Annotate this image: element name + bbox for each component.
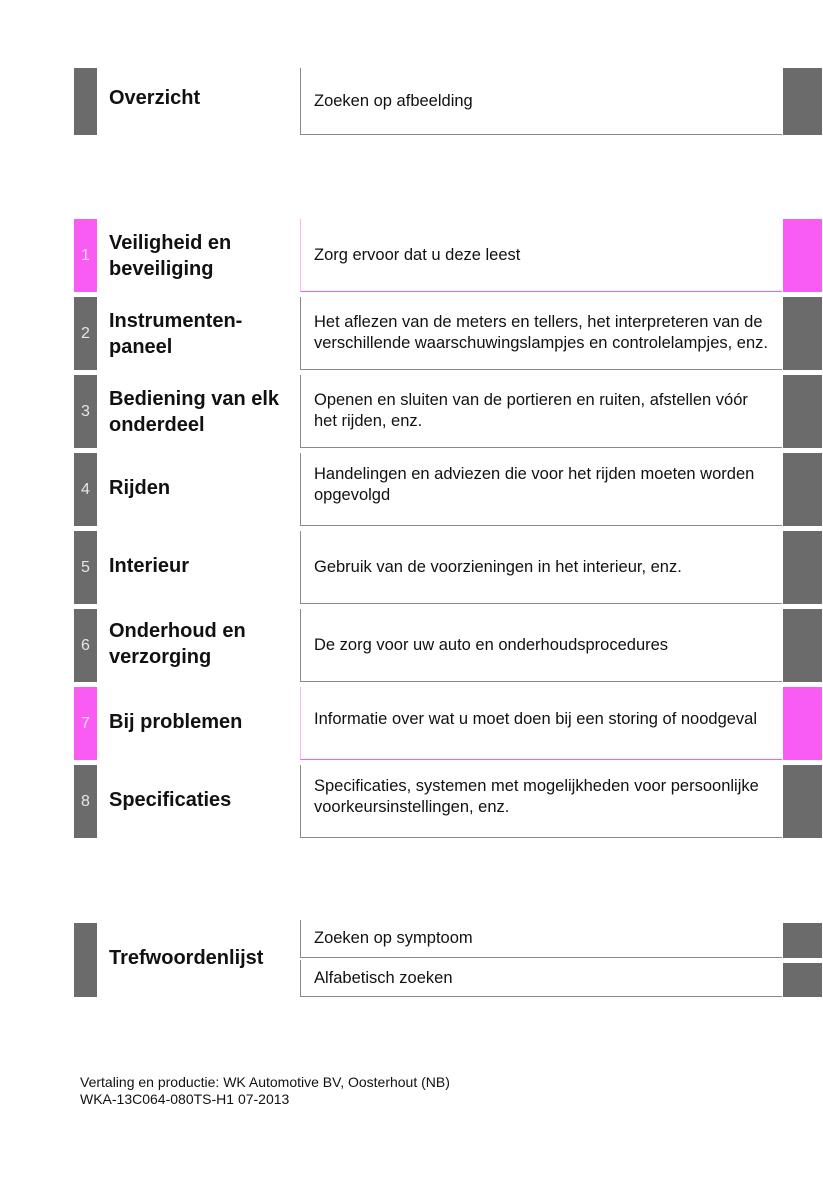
chapter-edge-tab-4 xyxy=(783,453,822,526)
overview-tab xyxy=(74,68,97,135)
chapter-edge-tab-7 xyxy=(783,687,822,760)
chapter-number: 7 xyxy=(81,714,90,732)
chapter-number: 6 xyxy=(81,636,90,654)
chapter-edge-tab-8 xyxy=(783,765,822,838)
chapter-number: 5 xyxy=(81,558,90,576)
chapter-title-3[interactable]: Bediening van elk onderdeel xyxy=(109,387,280,436)
chapter-tab-4 xyxy=(74,453,97,526)
chapter-number: 1 xyxy=(81,246,90,264)
chapter-edge-tab-6 xyxy=(783,609,822,682)
chapter-title-1[interactable]: Veiligheid en beveiliging xyxy=(109,231,232,280)
chapter-title-5[interactable]: Interieur xyxy=(109,554,190,577)
chapter-title-2[interactable]: Instrumenten-paneel xyxy=(109,309,243,358)
chapter-number: 2 xyxy=(81,324,90,342)
chapter-edge-tab-5 xyxy=(783,531,822,604)
chapter-tab-6 xyxy=(74,609,97,682)
footer xyxy=(80,1074,450,1108)
chapter-number: 4 xyxy=(81,480,90,498)
chapter-description-6[interactable]: De zorg voor uw auto en onderhoudsprocedures xyxy=(300,609,782,682)
index-tab xyxy=(74,923,97,997)
overview-title[interactable]: Overzicht xyxy=(109,87,201,109)
chapter-edge-tab-3 xyxy=(783,375,822,448)
chapter-description-2[interactable]: Het aflezen van de meters en tellers, het interpreteren van de verschillende waarschuwingslampjes en controlelampjes, enz. xyxy=(300,297,782,370)
index-edge-tab-1 xyxy=(783,923,822,958)
chapter-tab-5 xyxy=(74,531,97,604)
chapter-description-3[interactable]: Openen en sluiten van de portieren en ruiten, afstellen vóór het rijden, enz. xyxy=(300,375,782,448)
chapter-description-5[interactable]: Gebruik van de voorzieningen in het interieur, enz. xyxy=(300,531,782,604)
chapter-title-8[interactable]: Specificaties xyxy=(109,788,232,811)
index-title[interactable]: Trefwoordenlijst xyxy=(109,947,264,969)
chapter-title-7[interactable]: Bij problemen xyxy=(109,710,243,733)
chapter-number: 3 xyxy=(81,402,90,420)
footer-credits: Vertaling en productie: WK Automotive BV, Oosterhout (NB) xyxy=(80,1074,450,1090)
index-entry-alphabetical[interactable]: Alfabetisch zoeken xyxy=(300,960,782,997)
chapter-tab-3 xyxy=(74,375,97,448)
footer-document-code: WKA-13C064-080TS-H1 07-2013 xyxy=(80,1091,290,1107)
chapter-edge-tab-2 xyxy=(783,297,822,370)
overview-description-link[interactable]: Zoeken op afbeelding xyxy=(300,68,782,135)
chapter-title-4[interactable]: Rijden xyxy=(109,476,171,499)
chapter-tab-8 xyxy=(74,765,97,838)
chapter-tab-7 xyxy=(74,687,97,760)
chapter-number: 8 xyxy=(81,792,90,810)
index-edge-tab-2 xyxy=(783,963,822,997)
chapter-tab-1 xyxy=(74,219,97,292)
chapter-description-8[interactable]: Specificaties, systemen met mogelijkheden voor persoonlijke voorkeursinstellingen, enz. xyxy=(300,765,782,838)
chapter-description-1[interactable]: Zorg ervoor dat u deze leest xyxy=(300,219,782,292)
overview-edge-tab xyxy=(783,68,822,135)
chapter-title-6[interactable]: Onderhoud en verzorging xyxy=(109,619,246,668)
chapter-tab-2 xyxy=(74,297,97,370)
chapter-edge-tab-1 xyxy=(783,219,822,292)
chapter-description-7[interactable]: Informatie over wat u moet doen bij een storing of noodgeval xyxy=(300,687,782,760)
chapter-description-4[interactable]: Handelingen en adviezen die voor het rijden moeten worden opgevolgd xyxy=(300,453,782,526)
index-entry-symptom[interactable]: Zoeken op symptoom xyxy=(300,920,782,958)
